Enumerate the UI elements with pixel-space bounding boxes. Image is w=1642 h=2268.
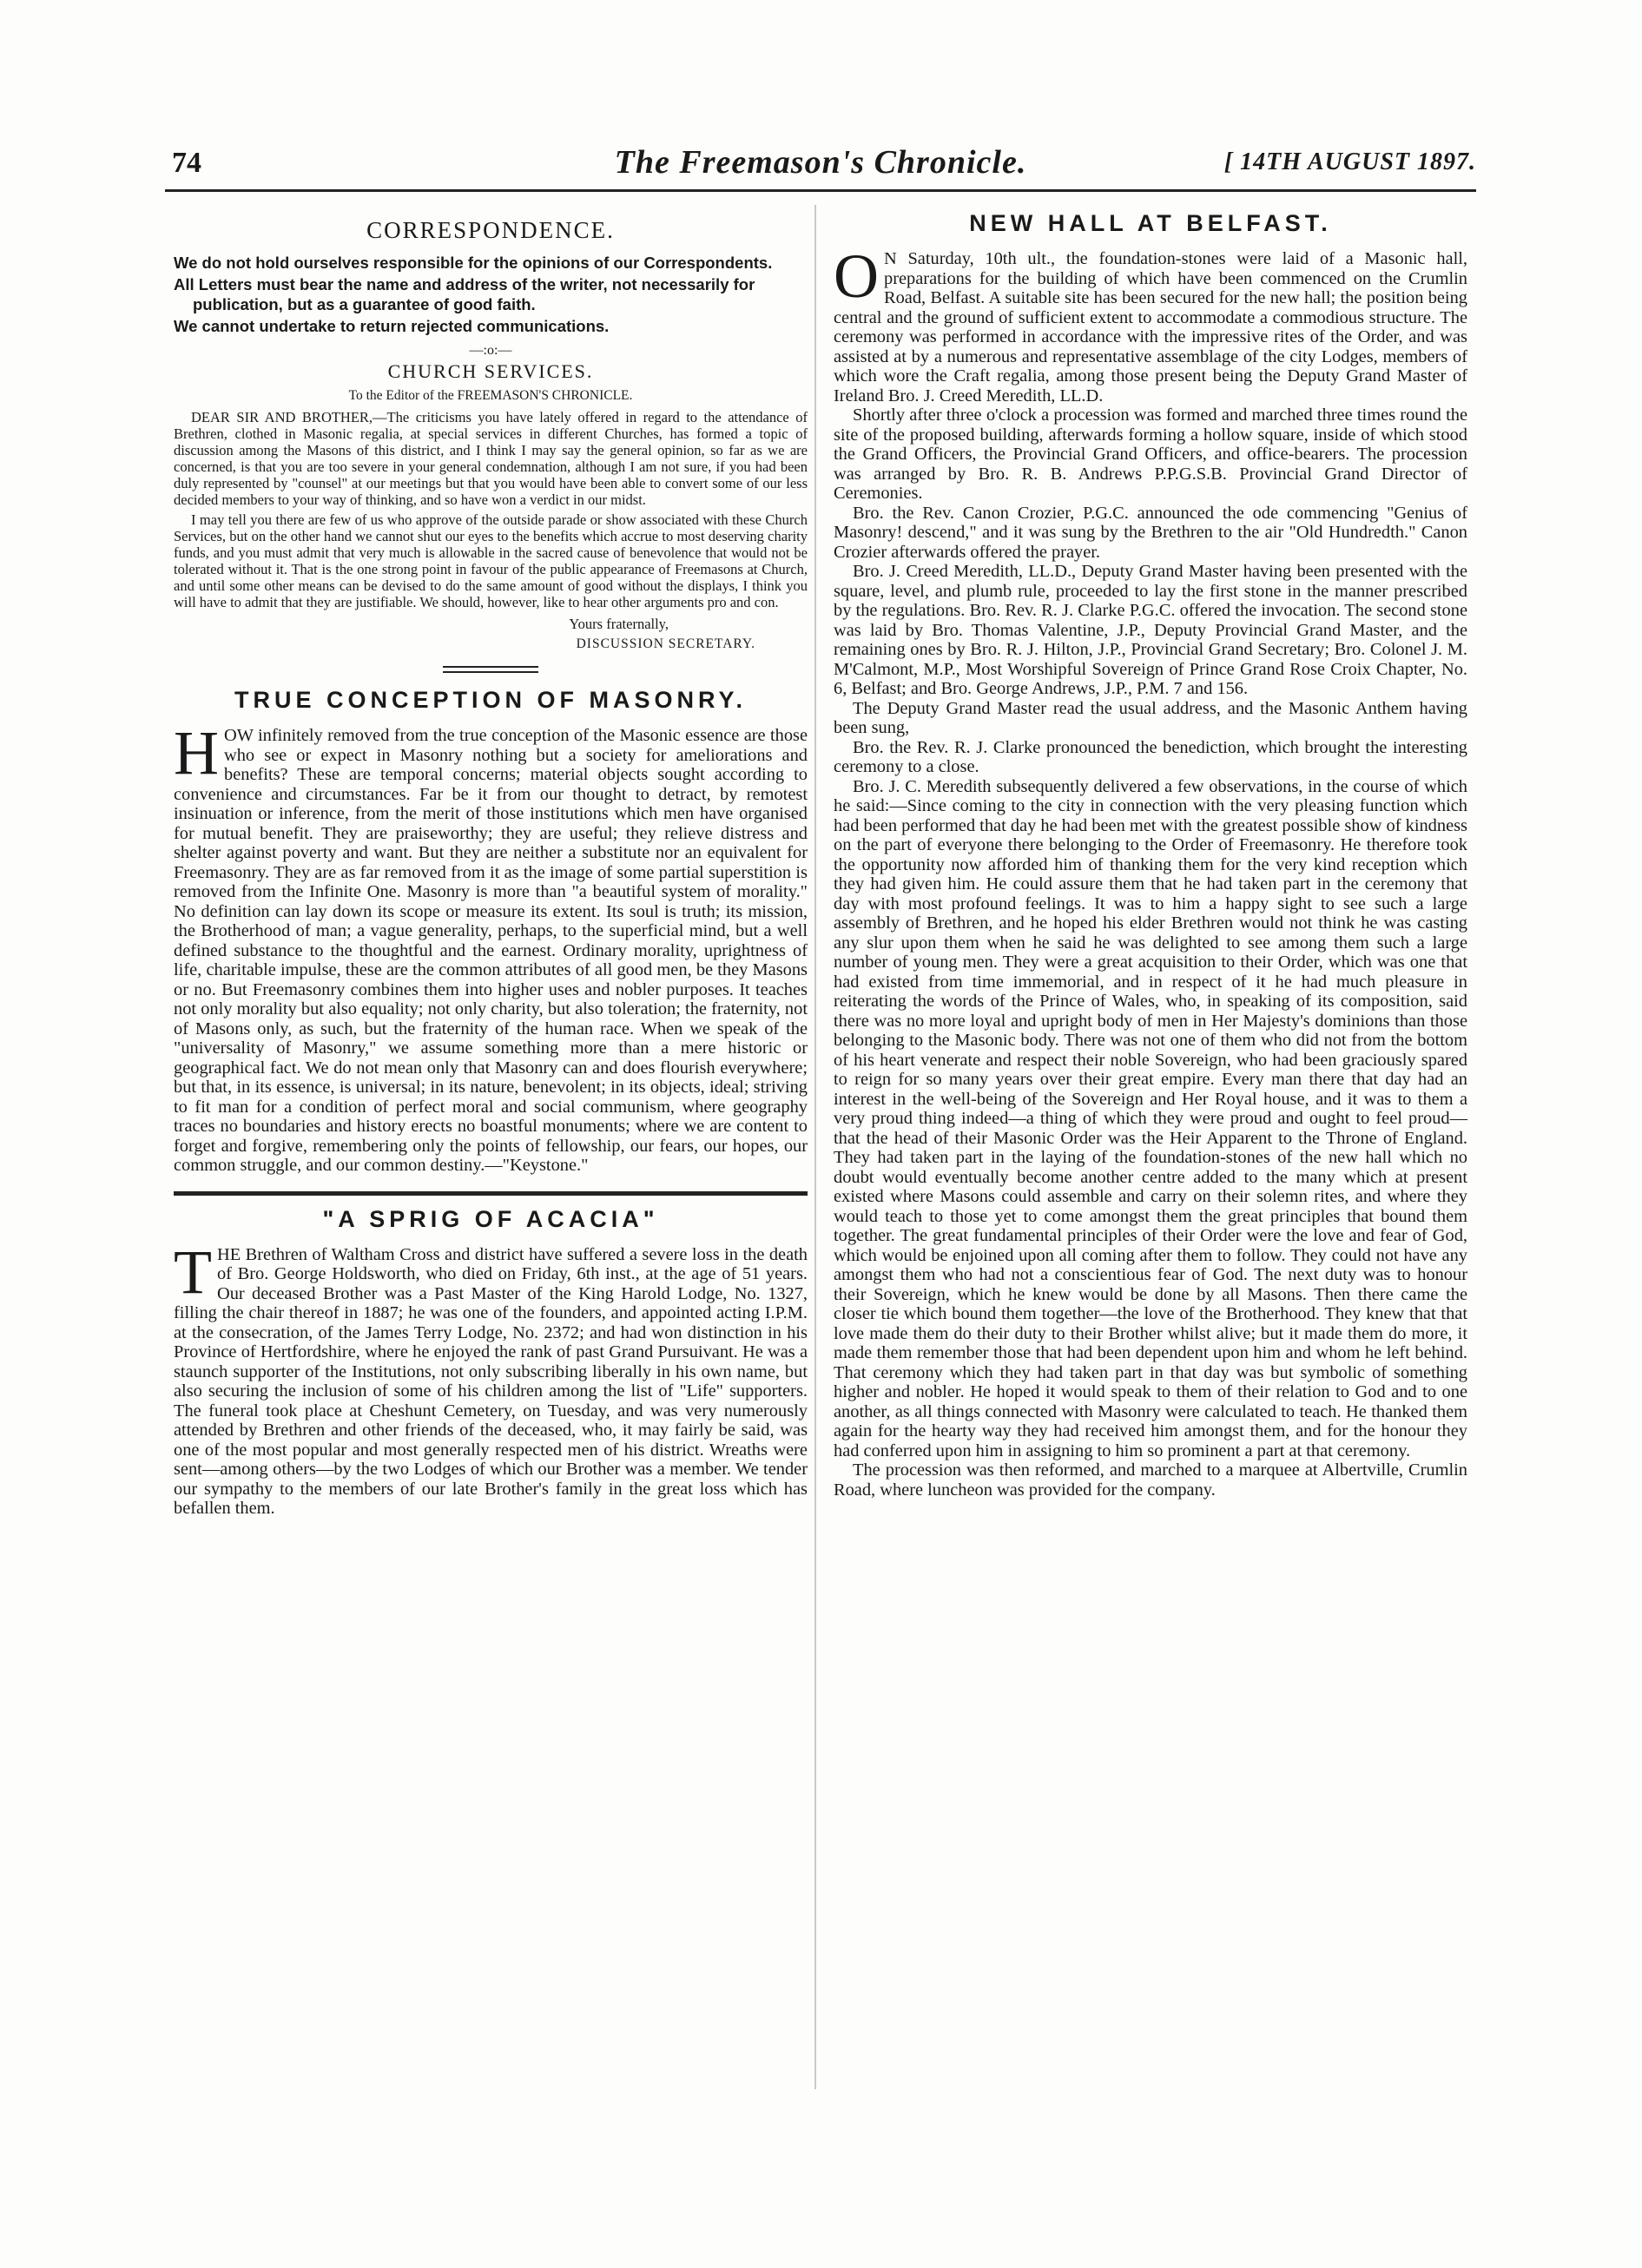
sprig-body	[174, 1236, 808, 1519]
paragraph-text: OW infinitely removed from the true conception of the Masonic essence are those who see or expect in Masonry nothing but a society for ameliorations and benefits? These are temporal concerns; material objects sought according to convenience and circumstances. Far be it from our thought to detract, by remotest insinuation or inference, from the merit of those institutions which men have organised for mutual benefit. They are praiseworthy; they are useful; they relieve distress and shelter against poverty and want. But they are neither a substitute nor an equivalent for Freemasonry. They are as far removed from it as the image of some partial superstition is removed from the Infinite One. Masonry is more than "a beautiful system of morality." No definition can lay down its scope or measure its extent. Its soul is truth; its mission, the Brotherhood of man; a vague generality, perhaps, to the superficial mind, but a well defined substance to the thoughtful and the earnest. Ordinary morality, uprightness of life, charitable impulse, these are the common attributes of all good men, be they Masons or no. But Freemasonry combines them into higher uses and nobler purposes. It teaches not only morality but also equality; not only charity, but also toleration; the fraternity, not of Masons only, as such, but the fraternity of the human race. When we speak of the "universality of Masonry," we assume something more than a mere historic or geographical fact. We do not mean only that Masonry can and does flourish everywhere; but that, in its essence, is universal; in its nature, benevolent; in its objects, ideal; striving to fit man for a condition of perfect moral and social communism, where geography traces no boundaries and history erects no boastful monuments; where we are content to forget and forgive, remembering only the points of fellowship, our fears, our hopes, our common struggle, and our common destiny.—"Keystone."	[174, 726, 808, 1175]
article-paragraph: Bro. the Rev. Canon Crozier, P.G.C. announced the ode commencing "Genius of Masonry! descend," and it was sung by the Brethren to the air "Old Hundredth." Canon Crozier afterwards offered the prayer.	[834, 503, 1467, 562]
true-conception-heading: TRUE CONCEPTION OF MASONRY.	[234, 687, 748, 713]
to-editor-line: To the Editor of the FREEMASON'S CHRONICLE.	[348, 388, 633, 403]
article-paragraph: Shortly after three o'clock a procession was formed and marched three times round the site of the proposed building, afterwards forming a hollow square, inside of which stood the Grand Officers, the Provincial Grand Officers, and office-bearers. The procession was arranged by Bro. R. B. Andrews P.P.G.S.B. Provincial Grand Director of Ceremonies.	[834, 405, 1467, 503]
article-paragraph	[834, 241, 1467, 405]
masthead-rule	[165, 189, 1476, 192]
article-paragraph: The procession was then reformed, and marched to a marquee at Albertville, Crumlin Road, where luncheon was provided for the company.	[834, 1460, 1467, 1500]
paper-title: The Freemason's Chronicle.	[614, 144, 1027, 181]
correspondence-heading: CORRESPONDENCE.	[366, 217, 615, 243]
drop-cap: H	[174, 718, 219, 788]
letter-body	[174, 409, 808, 610]
section-rule	[174, 1191, 808, 1196]
sprig-heading: "A SPRIG OF ACACIA"	[322, 1205, 659, 1232]
rule-item: We cannot undertake to return rejected communications.	[174, 317, 610, 335]
rule-item: All Letters must bear the name and address of the writer, not necessarily for publication, but as a guarantee of good faith.	[174, 275, 755, 313]
paragraph-text: HE Brethren of Waltham Cross and district have suffered a severe loss in the death of Bro. George Holdsworth, who died on Friday, 6th inst., at the age of 51 years. Our deceased Brother was a Past Master of the King Harold Lodge, No. 1327, filling the chair thereof in 1887; he was one of the founders, and appointed acting I.P.M. at the consecration, of the James Terry Lodge, No. 2372; and had won distinction in his Province of Hertfordshire, where he enjoyed the rank of past Grand Pursuivant. He was a staunch supporter of the Institutions, not only subscribing liberally in his own name, but also securing the inclusion of some of his children among the list of "Life" supporters. The funeral took place at Cheshunt Cemetery, on Tuesday, and was very numerously attended by Brethren and other friends of the deceased, who, it may fairly be said, was one of the most popular and most generally respected men of his district. Wreaths were sent—among others—by the two Lodges of which our Brother was a member. We tender our sympathy to the members of our late Brother's family in the great loss which has befallen them.	[174, 1244, 808, 1518]
true-conception-body	[174, 718, 808, 1176]
article-paragraph	[174, 718, 808, 1176]
article-paragraph: Bro. the Rev. R. J. Clarke pronounced the benediction, which brought the interesting ceremony to a close.	[834, 737, 1467, 776]
article-paragraph: Bro. J. Creed Meredith, LL.D., Deputy Grand Master having been presented with the square, level, and plumb rule, proceeded to lay the first stone in the manner prescribed by the regulations. Bro. Rev. R. J. Clarke P.G.C. offered the invocation. The second stone was laid by Bro. Thomas Valentine, J.P., Deputy Provincial Grand Master, and the remaining ones by Bro. R. J. Hilton, J.P., Provincial Grand Secretary; Bro. Colonel J. M. M'Calmont, M.P., Most Worshipful Sovereign of Prince Grand Rose Croix Chapter, No. 6, Belfast; and Bro. George Andrews, J.P., P.M. 7 and 156.	[834, 562, 1467, 698]
left-column	[174, 207, 808, 1519]
letter-paragraph: DEAR SIR AND BROTHER,—The criticisms you have lately offered in regard to the attendance of Brethren, clothed in Masonic regalia, at special services in different Churches, has formed a topic of discussion among the Masons of this district, and I think I may say the general opinion, so far as we are concerned, is that you are too severe in your general condemnation, although I am not sure, if you had been duly represented by "counsel" at our meetings but that you would have been able to convert some of our less decided members to your way of thinking, and so have won a verdict in our midst.	[174, 409, 808, 508]
new-hall-body	[834, 241, 1467, 1500]
letter-signoff: Yours fraternally,	[569, 616, 669, 632]
masthead	[165, 143, 1476, 187]
issue-date: [ 14TH AUGUST 1897.	[1223, 148, 1476, 175]
rule-item: We do not hold ourselves responsible for the opinions of our Correspondents.	[174, 254, 773, 272]
paragraph-text: N Saturday, 10th ult., the foundation-stones were laid of a Masonic hall, preparations for the building of which have been commenced on the Crumlin Road, Belfast. A suitable site has been secured for the new hall; the position being central and the ground of sufficient extent to accommodate a commodious structure. The ceremony was performed in accordance with the impressive rites of the Order, and was assisted at by a numerous and representative assemblage of the city Lodges, members of which wore the Craft regalia, among those present being the Deputy Grand Master of Ireland Bro. J. Creed Meredith, LL.D.	[834, 249, 1467, 405]
letter-signature: DISCUSSION SECRETARY.	[576, 636, 755, 651]
article-paragraph	[174, 1236, 808, 1519]
page-number: 74	[172, 147, 201, 179]
article-paragraph: The Deputy Grand Master read the usual address, and the Masonic Anthem having been sung,	[834, 698, 1467, 737]
new-hall-heading: NEW HALL AT BELFAST.	[969, 210, 1332, 236]
right-column	[834, 207, 1467, 1500]
letter-paragraph: I may tell you there are few of us who approve of the outside parade or show associated with these Church Services, but on the other hand we cannot shut our eyes to the benefits which accrue to most deserving charity funds, and you must admit that very much is allowable in the sacred cause of benevolence that would not be tolerated without it. That is the one strong point in favour of the public appearance of Freemasons at Church, and until some other means can be devised to do the same amount of good without the displays, I think you will have to admit that they are justifiable. We should, however, like to hear other arguments pro and con.	[174, 511, 808, 610]
section-rule	[443, 666, 538, 673]
separator: —:o:—	[469, 343, 512, 358]
drop-cap: O	[834, 241, 879, 311]
drop-cap: T	[174, 1236, 212, 1307]
column-divider	[814, 205, 816, 2089]
correspondence-rules	[174, 253, 808, 336]
article-paragraph: Bro. J. C. Meredith subsequently delivered a few observations, in the course of which he said:—Since coming to the city in connection with the very pleasing function which had been performed that day he had been met with the greatest possible show of kindness on the part of everyone there belonging to the Order of Freemasonry. He therefore took the opportunity now afforded him of thanking them for the very kind reception which they had given him. He could assure them that he had taken part in the ceremony that day with most profound feelings. It was to him a happy sight to see such a large assembly of Brethren, and he hoped his elder Brethren would not think he was casting any slur upon them when he said he was delighted to see among them such a large number of young men. They were a great acquisition to their Order, which was one that had existed from time immemorial, and in respect of it he had much pleasure in reiterating the words of the Prince of Wales, who, in speaking of its composition, said there was no more loyal and upright body of men in Her Majesty's dominions than those belonging to the Masonic body. There was not one of them who did not from the bottom of his heart venerate and respect their noble Sovereign, who had been graciously spared to reign for so many years over their great empire. Every man there that day had an interest in the well-being of the Sovereign and Her Royal house, and it was to them a very proud thing indeed—a thing of which they were proud and ought to feel proud—that the head of their Masonic Order was the Heir Apparent to the Throne of England. They had taken part in the laying of the foundation-stones of the new hall which no doubt would eventually become another centre added to the many which at present existed where Masons could assemble and carry on their solemn rites, and where they would teach to those yet to come amongst them the great principles that bound them together. The great fundamental principles of their Order were the love and fear of God, which would be enjoined upon all coming after them to follow. They could not have any amongst them who had not a conscientious fear of God. The next duty was to honour their Sovereign, which he knew would be done by all Masons. Then there came the closer tie which bound them together—the love of the Brotherhood. They knew that that love made them do their duty to their Brother whilst alive; but it made them do more, it made them remember those that had been dependent upon him and whom he left behind. That ceremony which they had taken part in that day was but symbolic of something higher and nobler. He hoped it would speak to them of their relation to God and to one another, as all things connected with Masonry were calculated to teach. He thanked them again for the hearty way they had received him amongst them, and for the honour they had conferred upon him in assigning to him so prominent a part at that ceremony.	[834, 776, 1467, 1460]
church-services-heading: CHURCH SERVICES.	[387, 360, 594, 382]
